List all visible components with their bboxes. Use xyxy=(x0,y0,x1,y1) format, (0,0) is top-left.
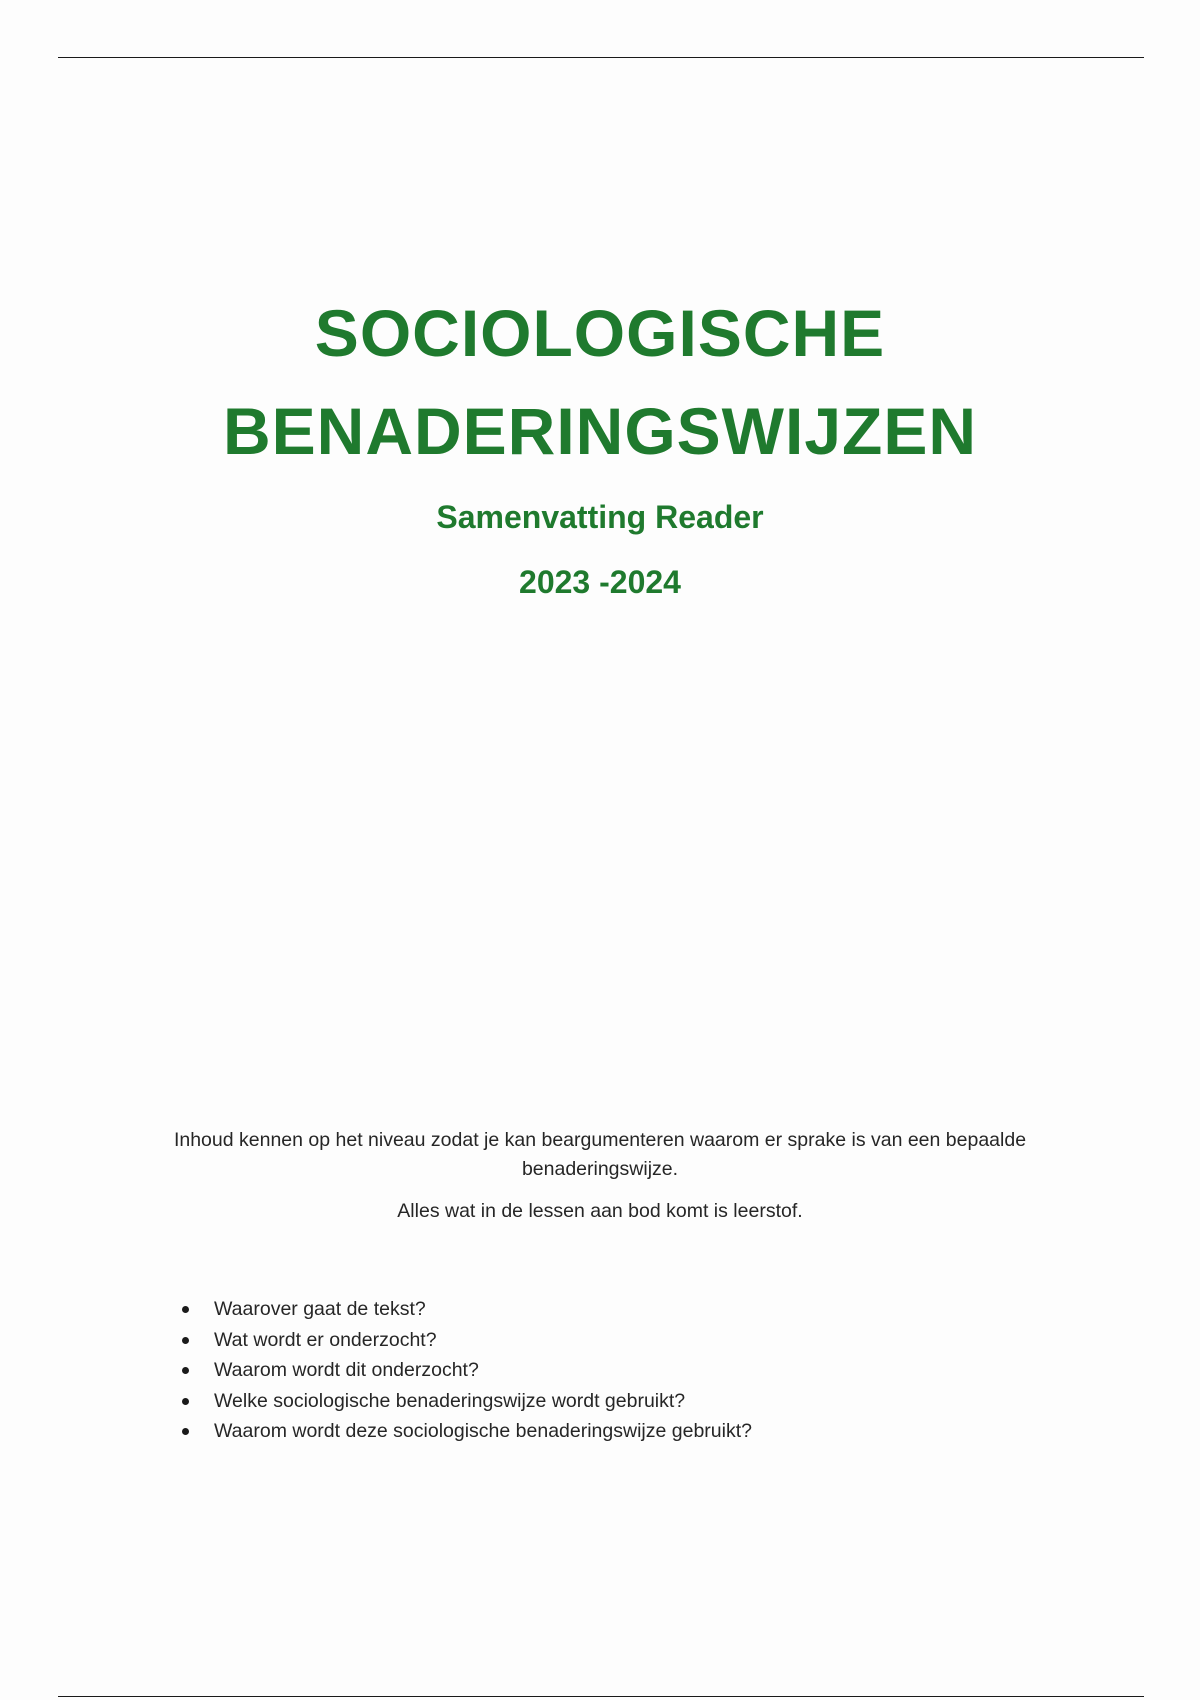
list-item xyxy=(182,1386,752,1417)
list-item xyxy=(182,1294,752,1325)
subtitle: Samenvatting Reader xyxy=(436,499,764,535)
question-text: Waarom wordt dit onderzocht? xyxy=(214,1359,479,1381)
question-list xyxy=(182,1294,752,1447)
top-rule xyxy=(58,57,1144,58)
list-item xyxy=(182,1416,752,1447)
academic-year: 2023 -2024 xyxy=(519,564,681,600)
title-line-2: BENADERINGSWIJZEN xyxy=(222,394,978,468)
intro-note: Alles wat in de lessen aan bod komt is leerstof. xyxy=(397,1200,803,1222)
intro-section xyxy=(170,1126,1030,1226)
bullet-icon xyxy=(182,1398,189,1405)
question-text: Welke sociologische benaderingswijze wordt gebruikt? xyxy=(214,1389,686,1412)
bullet-icon xyxy=(182,1367,189,1374)
question-text: Wat wordt er onderzocht? xyxy=(214,1328,437,1351)
bottom-rule xyxy=(58,1696,1144,1697)
bullet-icon xyxy=(182,1428,189,1435)
intro-paragraph: Inhoud kennen op het niveau zodat je kan beargumenteren waarom er sprake is van een bepaalde benaderingswijze. xyxy=(173,1129,1027,1180)
title-line-1: SOCIOLOGISCHE xyxy=(314,296,886,370)
question-text: Waarover gaat de tekst? xyxy=(214,1298,426,1320)
question-text: Waarom wordt deze sociologische benaderingswijze gebruikt? xyxy=(214,1420,752,1442)
bullet-icon xyxy=(182,1306,189,1313)
bullet-icon xyxy=(182,1337,189,1344)
list-item xyxy=(182,1355,752,1386)
list-item xyxy=(182,1325,752,1356)
